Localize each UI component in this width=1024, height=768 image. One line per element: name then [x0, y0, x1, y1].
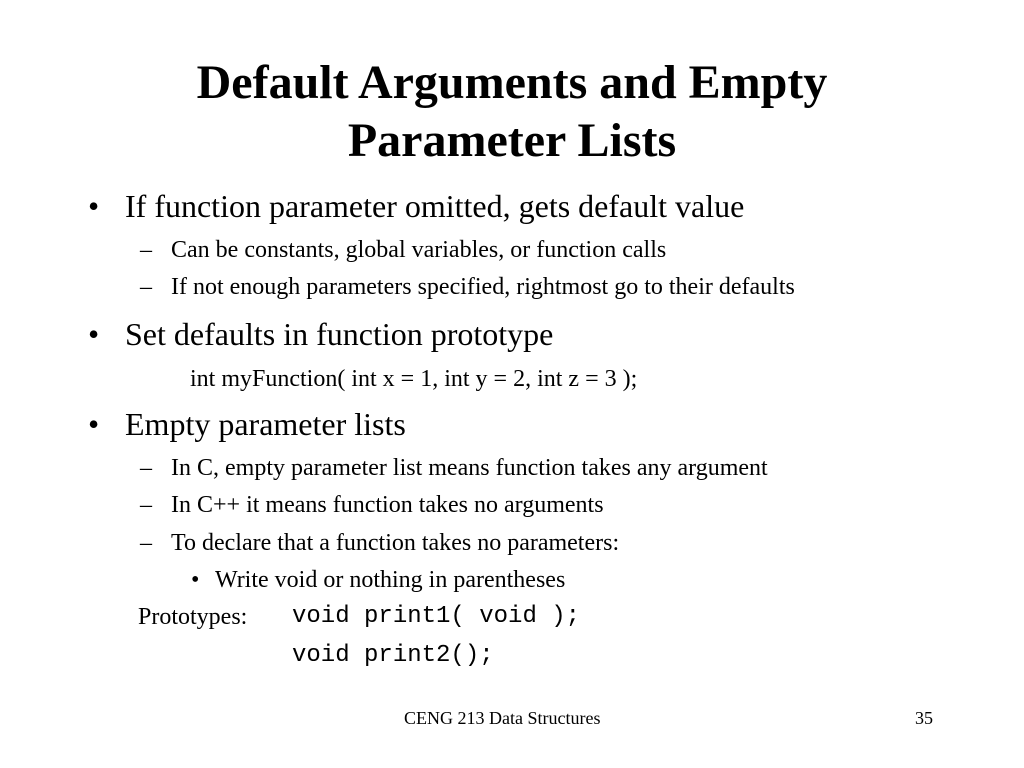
slide-title-line-2: Parameter Lists	[347, 114, 677, 167]
bullet-text: Set defaults in function prototype	[125, 316, 554, 352]
prototype-print2: void print2();	[292, 642, 494, 669]
sub-bullet-text: Can be constants, global variables, or function calls	[171, 237, 667, 263]
bullet-empty-lists	[88, 404, 406, 444]
sub-bullet-text: In C, empty parameter list means function takes any argument	[171, 455, 768, 481]
bullet-marker: •	[88, 316, 100, 352]
bullet-marker: •	[88, 406, 100, 442]
dash-marker: –	[140, 274, 152, 300]
bullet-set-defaults	[88, 314, 553, 354]
sub-bullet-c-meaning	[140, 453, 768, 483]
slide-title-line-1: Default Arguments and Empty	[196, 56, 828, 109]
bullet-marker: •	[191, 567, 200, 593]
footer-course: CENG 213 Data Structures	[404, 708, 601, 728]
bullet-text: If function parameter omitted, gets default value	[125, 188, 745, 224]
sub-bullet-cpp-meaning	[140, 490, 604, 520]
prototype-example: int myFunction( int x = 1, int y = 2, int z = 3 );	[190, 366, 638, 392]
prototypes-label: Prototypes:	[138, 604, 248, 630]
sub-sub-bullet-text: Write void or nothing in parentheses	[215, 567, 566, 593]
dash-marker: –	[140, 492, 152, 518]
sub-bullet-text: To declare that a function takes no parameters:	[171, 530, 620, 556]
sub-sub-bullet-void	[191, 565, 565, 595]
sub-bullet-declare	[140, 528, 619, 558]
slide-number: 35	[915, 708, 933, 728]
prototype-print1: void print1( void );	[292, 603, 581, 630]
bullet-marker: •	[88, 188, 100, 224]
dash-marker: –	[140, 237, 152, 263]
bullet-default-value	[88, 186, 744, 226]
sub-bullet-constants	[140, 235, 666, 265]
bullet-text: Empty parameter lists	[125, 406, 406, 442]
slide-title	[0, 54, 1024, 170]
sub-bullet-rightmost	[140, 272, 795, 302]
sub-bullet-text: In C++ it means function takes no arguments	[171, 492, 604, 518]
dash-marker: –	[140, 530, 152, 556]
sub-bullet-text: If not enough parameters specified, rightmost go to their defaults	[171, 274, 795, 300]
dash-marker: –	[140, 455, 152, 481]
